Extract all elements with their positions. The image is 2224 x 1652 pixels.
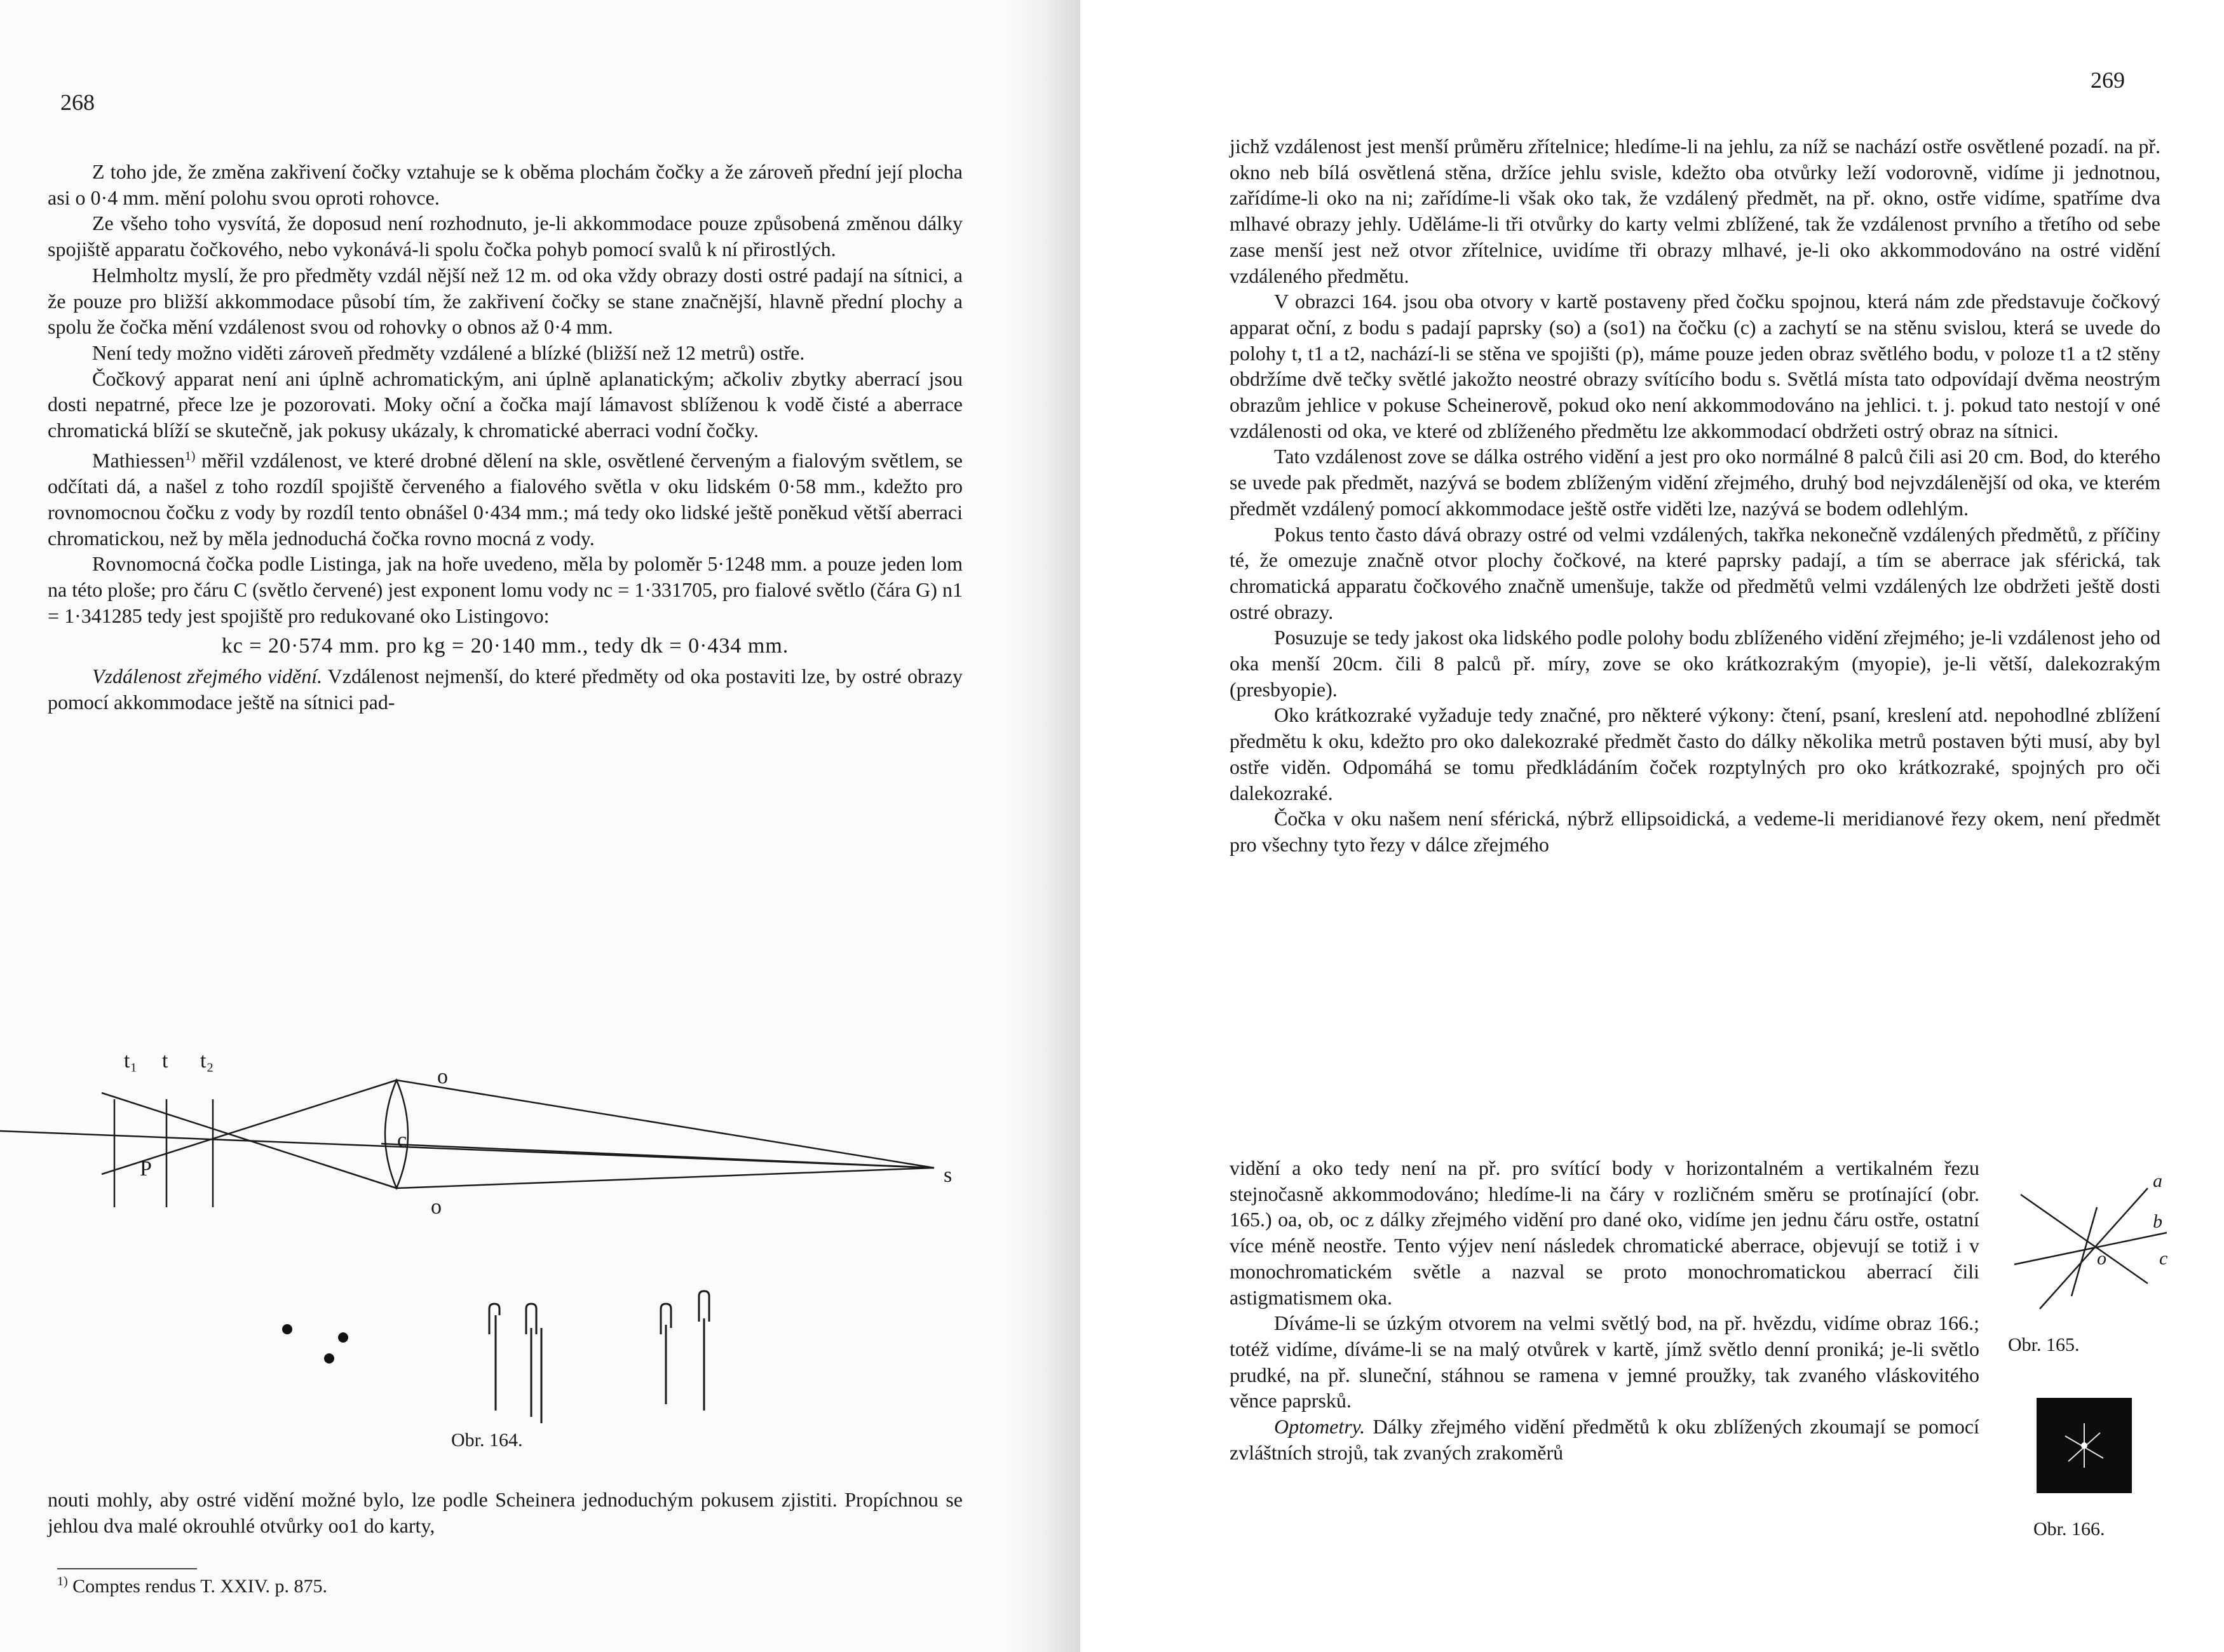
paragraph: jichž vzdálenost jest menší průměru zřítelnice; hledíme-li na jehlu, za níž se nachází ostře osvětlené pozadí. na př. okno neb bílá osvětlená stěna, držíce jehlu svisle, kdežto oba otvůrky leží vodorovně, vidíme ji jednotnou, zařídíme-li oko na ni; zařídíme-li však oko tak, že vzdálený předmět, na př. okno, ostře vidíme, spatříme dva mlhavé obrazy jehly. Uděláme-li tři otvůrky do karty velmi zblížené, tak že vzdálenost prvního a třetího od sebe zase menší jest než otvor zřítelnice, uvidíme tři obrazy mlhavé, je-li oko akkommodováno na ostré vidění vzdáleného předmětu. (1230, 135, 2160, 287)
paragraph: Pokus tento často dává obrazy ostré od velmi vzdálených, takřka nekonečně vzdálených předmětů, z příčiny té, že omezuje značně otvor plochy čočkové, na které paprsky padají, a tím se aberrace jak sférická, tak chromatická apparatu čočkového značně umenšuje, takže od předmětů velmi vzdálených lze obdržeti ještě dosti ostré obrazy. (1230, 522, 2160, 623)
paragraph: Rovnomocná čočka podle Listinga, jak na hoře uvedeno, měla by poloměr 5·1248 mm. a pouze jeden lom na této ploše; pro čáru C (světlo červené) jest exponent lomu vody nc = 1·331705, pro fialové světlo (čára G) n1 = 1·341285 tedy jest spojiště pro redukované oko Listingovo: (48, 552, 963, 627)
footnote (57, 1574, 327, 1597)
line-oc (2014, 1233, 2167, 1264)
label-t1: t₁ (124, 1049, 138, 1073)
label-c: c (397, 1128, 407, 1152)
label-t: t (162, 1049, 168, 1073)
dot-3 (324, 1353, 334, 1364)
pin-5 (699, 1291, 709, 1322)
label-t2: t₂ (200, 1049, 214, 1073)
paragraph: Čočka v oku našem není sférická, nýbrž ellipsoidická, a vedeme-li meridianové řezy okem, není předmět pro všechny tyto řezy v dálce zřejmého (1230, 807, 2160, 856)
figure-166-caption: Obr. 166. (2033, 1519, 2105, 1540)
pins-group (489, 1291, 709, 1423)
ray-upper-right (397, 1080, 934, 1168)
paragraph: Ze všeho toho vysvítá, že doposud není rozhodnuto, je-li akkommodace pouze způsobená změnou dálky spojiště apparatu čočkového, nebo vykonává-li spolu čočka pohyb pomocí svalů k ní přirostlých. (48, 212, 963, 261)
figure-165 (2002, 1169, 2180, 1334)
label-P: P (140, 1157, 152, 1181)
paragraph-optometry (1230, 1414, 1979, 1465)
label-o-top: o (437, 1065, 448, 1088)
ray-lower-right (397, 1168, 934, 1188)
figure-166-image (2037, 1398, 2132, 1493)
paragraph: nouti mohly, aby ostré vidění možné bylo, lze podle Scheinera jednoduchým pokusem zjistiti. Propíchnou se jehlou dva malé okrouhlé otvůrky oo1 do karty, (48, 1488, 963, 1537)
label-b: b (2153, 1211, 2162, 1232)
author-name: Mathiessen (92, 449, 185, 472)
ray-axis-right (381, 1144, 934, 1168)
section-text: Vzdálenost nejmenší, do které předměty od oka postaviti lze, by ostré obrazy pomocí akkommodace ještě na sítnici pad- (48, 665, 963, 714)
paragraph: Čočkový apparat není ani úplně achromatickým, ani úplně aplanatickým; ačkoliv zbytky aberrací jsou dosti nepatrné, přece lze je pozorovati. Moky oční a čočka mají lámavost sblíženou k vodě čisté a aberrace chromatická blíží se skutečně, jak pokusy ukázaly, k chromatické aberraci vodní čočky. (48, 367, 963, 442)
section-text: Dálky zřejmého vidění předmětů k oku zblížených zkoumají se pomocí zvláštních strojů, tak zvaných zrakoměrů (1230, 1415, 1979, 1464)
left-text-column (48, 159, 963, 715)
equation: kc = 20·574 mm. pro kg = 20·140 mm., tedy dk = 0·434 mm. (221, 634, 789, 658)
paragraph: Z toho jde, že změna zakřivení čočky vztahuje se k oběma plochám čočky a že zároveň přední její plocha asi o 0·4 mm. mění polohu svou oproti rohovce. (48, 160, 963, 209)
paragraph: Helmholtz myslí, že pro předměty vzdál nější než 12 m. od oka vždy obrazy dosti ostré padají na sítnici, a že pouze pro bližší akkommodace působí tím, že zakřivení čočky se stane značnější, hlavně přední plochy a spolu že čočka mění vzdálenost svou od rohovky o obnos až 0·4 mm. (48, 263, 963, 339)
left-page (0, 0, 1080, 1652)
paragraph: Oko krátkozraké vyžaduje tedy značné, pro některé výkony: čtení, psaní, kreslení atd. nepohodlné zblížení předmětu k oku, kdežto pro oko dalekozraké předmět často do dálky několika metrů postaven býti musí, aby byl ostře viděn. Odpomáhá se tomu předkládáním čoček rozptylných pro oko krátkozraké, spojných pro oči dalekozraké. (1230, 703, 2160, 804)
paragraph: vidění a oko tedy není na př. pro svítící body v horizontalném a vertikalném řezu stejnočasně akkommodováno; hledíme-li na čáry v rozličném směru se protínající (obr. 165.) oa, ob, oc z dálky zřejmého vidění pro dané oko, vidíme jen jednu čáru ostře, ostatní více méně neostře. Tento výjev není následek chromatické aberrace, objevují se totiž i v monochromatickém světle a nazval se proto monochromatickou aberrací čili astigmatismem oka. (1230, 1156, 1979, 1309)
label-c: c (2159, 1248, 2168, 1269)
section-title: Vzdálenost zřejmého vidění. (92, 665, 323, 688)
left-page-number: 268 (60, 90, 95, 115)
right-wrap-column (1230, 1155, 1979, 1465)
paragraph-mathiessen (48, 443, 963, 551)
paragraph: Posuzuje se tedy jakost oka lidského podle polohy bodu zblíženého vidění zřejmého; je-li vzdálenost jeho od oka menší 20cm. čili 8 palců př. míry, zove se oko krátkozrakým (myopie), je-li větší, dalekozrakým (presbyopie). (1230, 626, 2160, 701)
left-text-after-figure (48, 1487, 963, 1538)
right-text-column (1230, 133, 2160, 858)
paragraph: V obrazci 164. jsou oba otvory v kartě postaveny před čočku spojnou, která nám zde představuje čočkový apparat oční, z bodu s padají paprsky (so) a (so1) na čočku (c) a zachytí se na stěnu svislou, která se uvede do polohy t, t1 a t2, nachází-li se stěna ve spojišti (p), máme pouze jeden obraz světlého bodu, v poloze t1 a t2 stěny obdržíme dvě tečky světlé jakožto neostré obrazy svítícího bodu s. Světlá místa tato odpovídají dvěma neostrým obrazům jehlice v pokuse Scheinerově, pokud oko není akkommodováno na jehlici. t. j. pokud tato nestojí v oné vzdálenosti od oka, ve které od zblíženého předmětu lze akkommodací obdržeti ostrý obraz na sítnici. (1230, 290, 2160, 442)
footnote-rule (57, 1568, 197, 1569)
section-title: Optometry. (1274, 1415, 1366, 1439)
paragraph: Není tedy možno viděti zároveň předměty vzdálené a blízké (bližší než 12 metrů) ostře. (92, 341, 805, 364)
paragraph: Tato vzdálenost zove se dálka ostrého vidění a jest pro oko normálné 8 palců čili asi 20 cm. Bod, do kterého se uvede pak předmět, nazývá se bodem zblíženým vidění zřejmého, druhý bod nejvzdálenější od oka, ve kterém předmět vzdálený pomocí akkommodace ještě ostře viděti lze, nazývá se bodem odlehlým. (1230, 445, 2160, 520)
star-icon (2037, 1398, 2132, 1493)
figure-164-caption: Obr. 164. (451, 1430, 523, 1451)
figure-165-caption: Obr. 165. (2008, 1334, 2080, 1355)
label-o-bottom: o (431, 1195, 442, 1219)
label-s: s (944, 1163, 953, 1187)
footnote-text: Comptes rendus T. XXIV. p. 875. (67, 1576, 327, 1597)
pin-1 (489, 1304, 499, 1334)
footnote-ref: 1) (184, 449, 196, 463)
line-oa (2021, 1195, 2148, 1283)
label-a: a (2153, 1170, 2162, 1191)
paragraph-text: měřil vzdálenost, ve které drobné dělení na skle, osvětlené červeným a fialovým světlem, se odčítati dá, a našel z toho rozdíl spojiště červeného a fialového světla v oku lidském 0·58 mm., kdežto pro rovnomocnou čočku z vody by rozdíl tento obnášel 0·434 mm.; má tedy oko lidské ještě poněkud větší aberraci chromatickou, než by měla jednoduchá čočka rovno mocná z vody. (48, 449, 963, 550)
dots-group (282, 1324, 348, 1364)
dot-2 (338, 1332, 348, 1343)
right-page-number: 269 (2091, 67, 2125, 93)
label-o: o (2097, 1248, 2106, 1269)
footnote-marker: 1) (57, 1574, 68, 1588)
figure-164 (0, 1029, 1004, 1423)
paragraph: Díváme-li se úzkým otvorem na velmi světlý bod, na př. hvězdu, vidíme obraz 166.; totéž vidíme, díváme-li se na malý otvůrek v kartě, jímž světlo denní proniká; je-li světlo prudké, na př. sluneční, stáhnou se ramena v jemné proužky, tak zvaného vláskovitého věnce paprsků. (1230, 1311, 1979, 1412)
dot-1 (282, 1324, 292, 1334)
star-center (2081, 1442, 2087, 1449)
paragraph-section (48, 663, 963, 715)
